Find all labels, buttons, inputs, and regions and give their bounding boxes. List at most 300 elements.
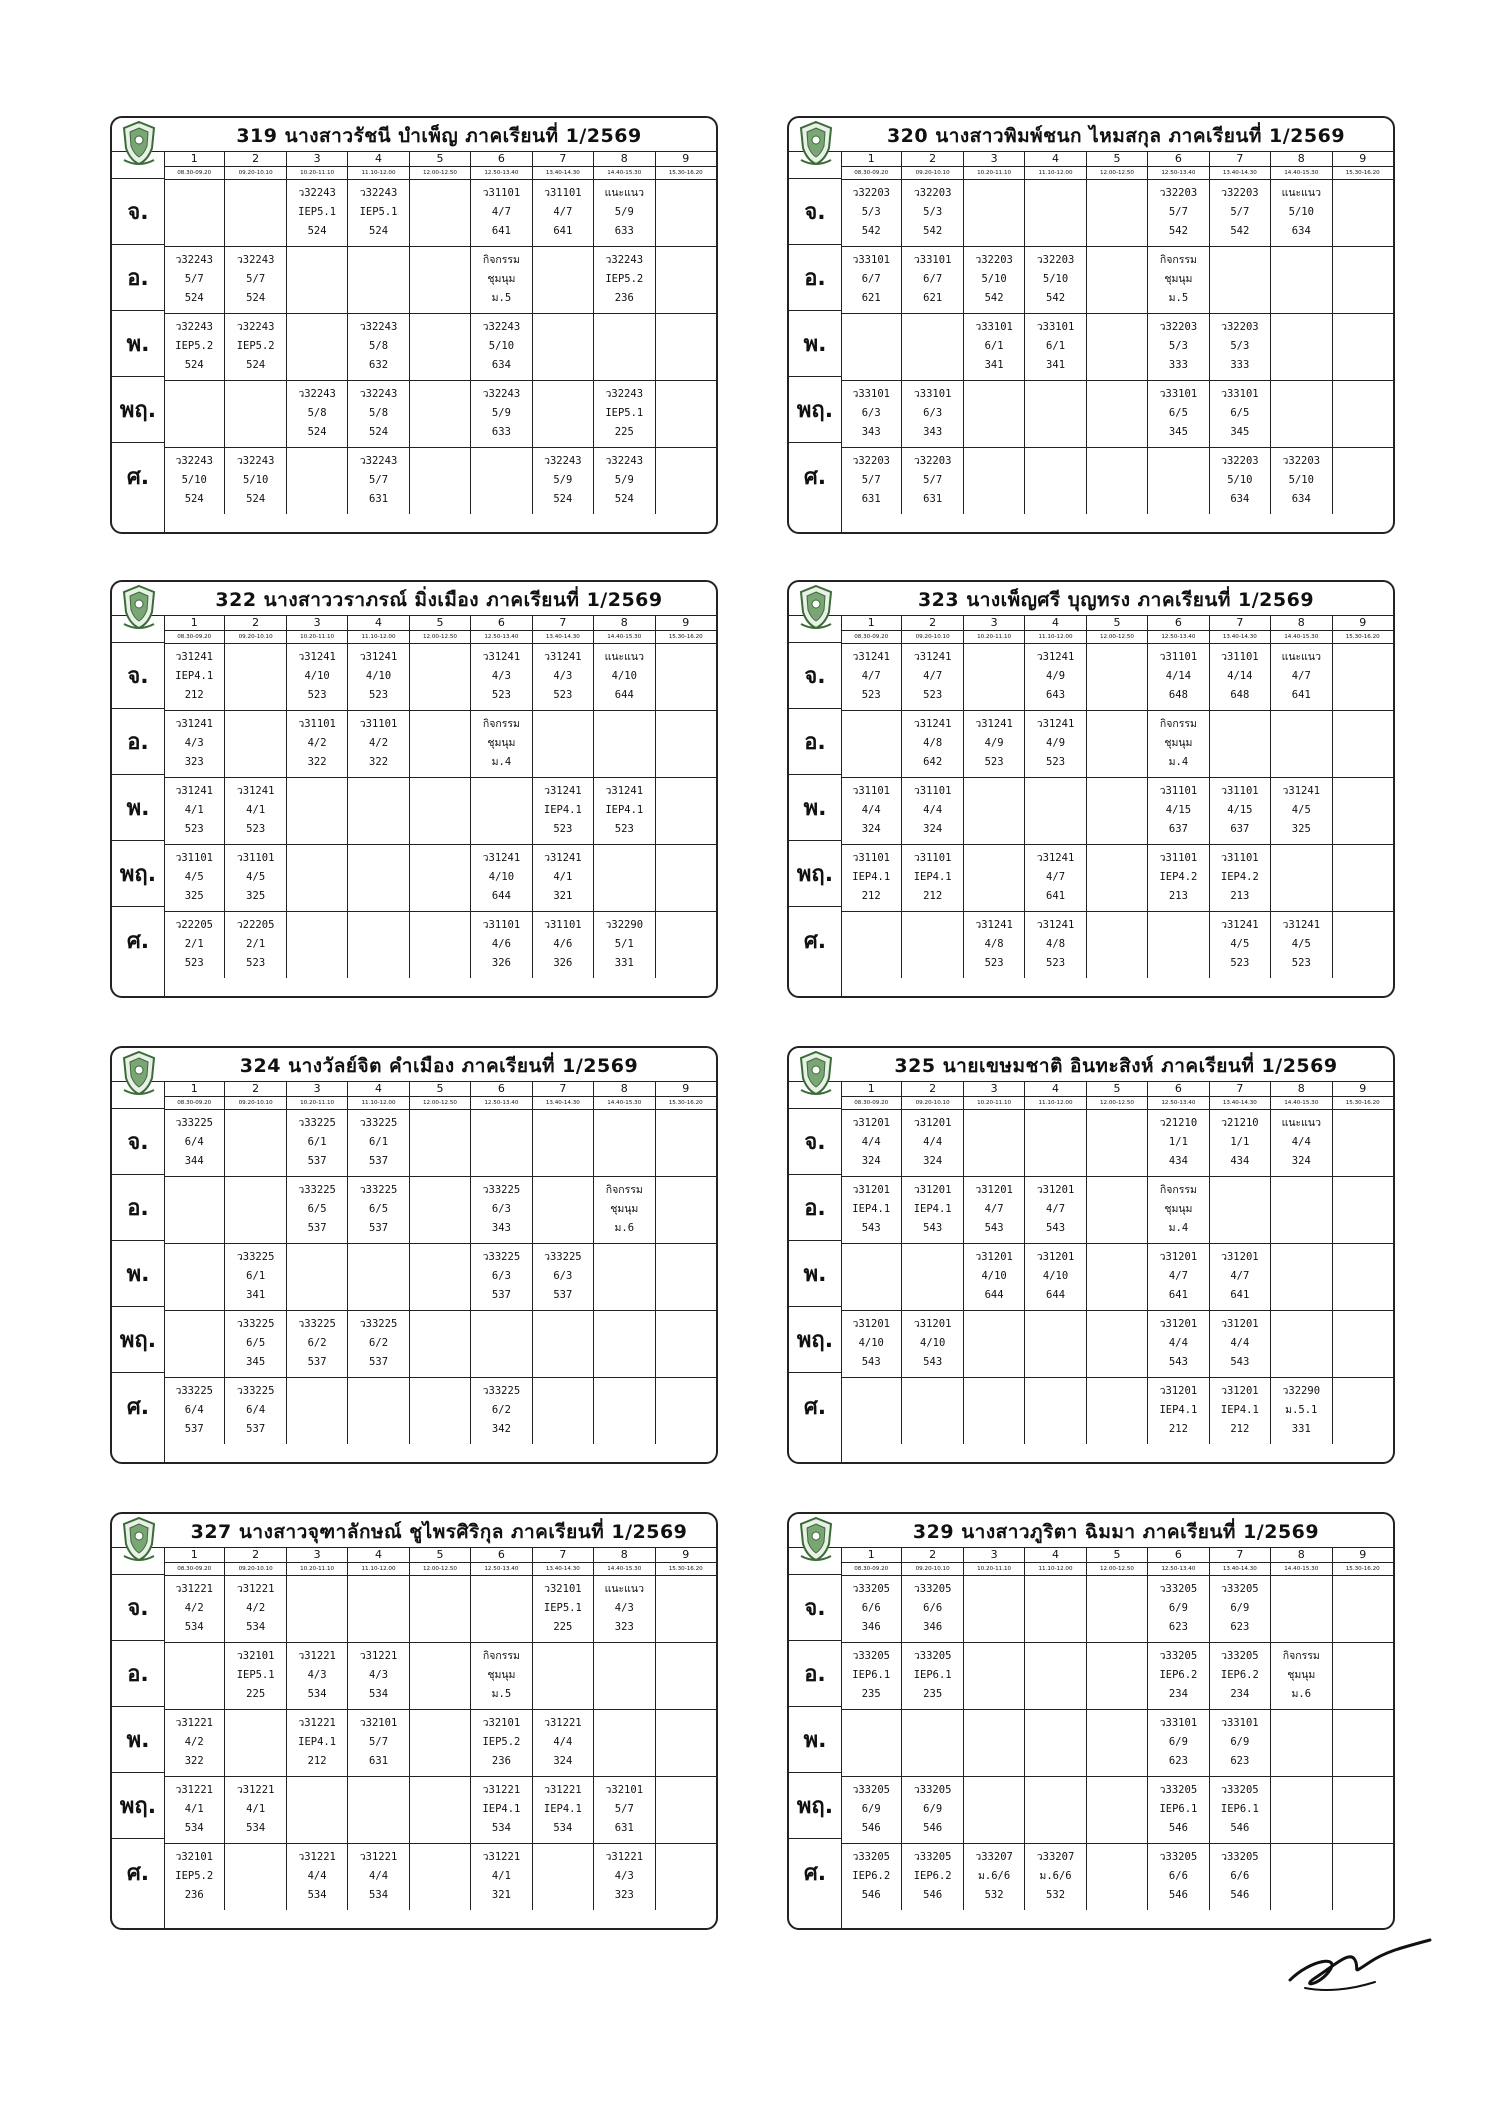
schedule-cell: ว33101 6/3 343 <box>902 381 963 447</box>
schedule-cell <box>902 1244 963 1310</box>
schedule-cell: ว31241 IEP4.1 523 <box>594 778 655 844</box>
schedule-cell: ว32243 5/10 524 <box>164 448 225 514</box>
schedule-cell: ว32243 IEP5.1 524 <box>287 180 348 246</box>
period-number: 5 <box>1087 615 1148 630</box>
time-header-row <box>164 1097 716 1110</box>
period-number: 8 <box>1271 151 1332 166</box>
period-number: 2 <box>225 615 286 630</box>
schedule-cell <box>1087 1311 1148 1377</box>
schedule-cell: ว31101 IEP4.1 212 <box>902 845 963 911</box>
period-time: 14.40-15.30 <box>1271 1097 1332 1109</box>
schedule-cell <box>1087 1244 1148 1310</box>
period-time: 08.30-09.20 <box>164 1097 225 1109</box>
period-number: 8 <box>594 1547 655 1562</box>
schedule-cell <box>1087 1710 1148 1776</box>
timetable-grid <box>841 1081 1393 1462</box>
period-number: 8 <box>594 151 655 166</box>
schedule-cell: ว31101 4/2 322 <box>287 711 348 777</box>
day-row <box>841 1244 1393 1311</box>
period-time: 08.30-09.20 <box>164 1563 225 1575</box>
schedule-cell: ว32290 ม.5.1 331 <box>1271 1378 1332 1444</box>
period-number: 5 <box>410 615 471 630</box>
schedule-cell: ว33205 IEP6.1 235 <box>841 1643 902 1709</box>
schedule-cell: ว32243 5/7 524 <box>225 247 286 313</box>
period-number: 4 <box>1025 1547 1086 1562</box>
schedule-cell: ว33101 6/1 341 <box>1025 314 1086 380</box>
schedule-cell <box>533 1177 594 1243</box>
schedule-cell <box>410 1110 471 1176</box>
schedule-cell <box>1087 247 1148 313</box>
schedule-cell <box>841 1710 902 1776</box>
schedule-cell <box>225 1844 286 1910</box>
schedule-card <box>787 580 1395 998</box>
day-row <box>164 1777 716 1844</box>
schedule-cell <box>471 778 532 844</box>
schedule-cell: ว31101 4/5 325 <box>225 845 286 911</box>
schedule-cell <box>1087 1643 1148 1709</box>
period-time: 12.00-12.50 <box>410 631 471 643</box>
period-number: 8 <box>1271 1547 1332 1562</box>
period-number: 5 <box>1087 1081 1148 1096</box>
schedule-cell: ว32243 IEP5.1 524 <box>348 180 409 246</box>
teacher-id: 324 <box>239 1055 281 1077</box>
day-label: พ. <box>789 1707 841 1773</box>
teacher-id: 319 <box>236 125 278 147</box>
schedule-cell: ว33205 6/6 346 <box>902 1576 963 1642</box>
period-time: 14.40-15.30 <box>1271 167 1332 179</box>
schedule-cell <box>1025 778 1086 844</box>
schedule-cell <box>471 1576 532 1642</box>
period-time: 12.00-12.50 <box>1087 167 1148 179</box>
day-row <box>164 845 716 912</box>
schedule-card <box>110 116 718 534</box>
schedule-cell <box>1271 1710 1332 1776</box>
teacher-id: 320 <box>886 125 929 147</box>
day-row <box>841 448 1393 514</box>
period-time: 14.40-15.30 <box>1271 1563 1332 1575</box>
schedule-cell <box>1025 1378 1086 1444</box>
schedule-cell <box>964 180 1025 246</box>
schedule-cell <box>1087 711 1148 777</box>
schedule-cell: ว33225 6/2 342 <box>471 1378 532 1444</box>
period-number: 4 <box>1025 151 1086 166</box>
period-time: 08.30-09.20 <box>841 167 902 179</box>
schedule-cell <box>841 711 902 777</box>
schedule-cell: ว32203 5/7 631 <box>841 448 902 514</box>
schedule-cell: ว31241 4/10 523 <box>348 644 409 710</box>
schedule-title <box>849 121 1383 151</box>
schedule-cell: ว33207 ม.6/6 532 <box>964 1844 1025 1910</box>
schedule-cell <box>1271 1177 1332 1243</box>
schedule-cell: ว32203 5/10 542 <box>1025 247 1086 313</box>
period-number: 9 <box>1359 1548 1367 1561</box>
schedule-card <box>787 1046 1395 1464</box>
period-time: 09.20-10.10 <box>902 1563 963 1575</box>
schedule-cell: ว31101 4/5 325 <box>164 845 225 911</box>
day-header-spacer <box>789 615 841 643</box>
day-row <box>841 1177 1393 1244</box>
period-time: 08.30-09.20 <box>841 631 902 643</box>
schedule-cell: ว33225 6/5 537 <box>348 1177 409 1243</box>
period-number: 8 <box>594 615 655 630</box>
period-number: 6 <box>1148 151 1209 166</box>
period-number: 3 <box>964 1547 1025 1562</box>
period-time: 14.40-15.30 <box>594 1563 655 1575</box>
day-label: อ. <box>789 245 841 311</box>
schedule-cell <box>1025 1710 1086 1776</box>
schedule-cell <box>410 644 471 710</box>
schedule-cell: ว31241 IEP4.1 212 <box>164 644 225 710</box>
schedule-cell: ว21210 1/1 434 <box>1148 1110 1209 1176</box>
period-number: 9 <box>682 1082 690 1095</box>
schedule-cell: ว32203 5/3 333 <box>1148 314 1209 380</box>
day-label: พฤ. <box>112 1773 164 1839</box>
timetable-grid <box>164 1081 716 1462</box>
day-label: พ. <box>789 311 841 377</box>
teacher-id: 327 <box>190 1521 232 1543</box>
schedule-cell: ว31241 4/1 523 <box>225 778 286 844</box>
time-header-row <box>841 167 1393 180</box>
schedule-cell <box>656 1378 716 1444</box>
schedule-cell <box>348 1244 409 1310</box>
period-number: 1 <box>164 615 225 630</box>
schedule-cell: ว31221 4/1 534 <box>225 1777 286 1843</box>
schedule-cell <box>533 1110 594 1176</box>
schedule-cell: ว33205 6/9 623 <box>1210 1576 1271 1642</box>
schedule-cell <box>533 1844 594 1910</box>
day-row <box>164 247 716 314</box>
day-header-spacer <box>789 1547 841 1575</box>
schedule-cell: ว32243 5/10 634 <box>471 314 532 380</box>
schedule-cell <box>902 1378 963 1444</box>
schedule-cell <box>410 180 471 246</box>
schedule-cell <box>410 448 471 514</box>
period-time: 13.40-14.30 <box>1210 1097 1271 1109</box>
period-number: 4 <box>1025 615 1086 630</box>
schedule-cell: กิจกรรม ชุมนุม ม.5 <box>471 247 532 313</box>
schedule-cell <box>656 644 716 710</box>
period-number: 7 <box>1210 1081 1271 1096</box>
schedule-cell: ว32203 5/10 634 <box>1210 448 1271 514</box>
day-row <box>841 247 1393 314</box>
period-time: 14.40-15.30 <box>594 1097 655 1109</box>
period-header-row <box>841 1081 1393 1097</box>
schedule-cell <box>164 180 225 246</box>
day-label: พ. <box>112 311 164 377</box>
schedule-cell <box>656 1244 716 1310</box>
day-label: พ. <box>789 1241 841 1307</box>
schedule-cell <box>287 448 348 514</box>
day-row <box>841 845 1393 912</box>
schedule-cell: ว33207 ม.6/6 532 <box>1025 1844 1086 1910</box>
period-time: 11.10-12.00 <box>1025 1563 1086 1575</box>
schedule-cell: ว32243 5/10 524 <box>225 448 286 514</box>
schedule-cell <box>287 778 348 844</box>
schedule-title <box>172 1517 706 1547</box>
schedule-cell <box>1333 1378 1393 1444</box>
schedule-cell: ว33225 6/3 537 <box>471 1244 532 1310</box>
schedule-cell <box>287 1244 348 1310</box>
schedule-cell <box>471 1311 532 1377</box>
day-label: พฤ. <box>789 841 841 907</box>
schedule-cell: ว32243 IEP5.2 524 <box>225 314 286 380</box>
schedule-cell: ว33101 6/5 345 <box>1210 381 1271 447</box>
schedule-cell <box>1087 778 1148 844</box>
schedule-cell <box>1210 247 1271 313</box>
schedule-cell <box>964 1378 1025 1444</box>
period-number: 4 <box>348 151 409 166</box>
day-row <box>164 912 716 978</box>
schedule-cell <box>164 1244 225 1310</box>
schedule-cell: ว32243 IEP5.1 225 <box>594 381 655 447</box>
schedule-cell <box>902 1710 963 1776</box>
schedule-cell: ว32203 5/7 542 <box>1148 180 1209 246</box>
schedule-cell <box>964 1710 1025 1776</box>
schedule-cell <box>1087 644 1148 710</box>
schedule-cell: ว31201 4/10 644 <box>1025 1244 1086 1310</box>
schedule-cell <box>1087 1576 1148 1642</box>
day-label: พฤ. <box>112 841 164 907</box>
period-time: 15.30-16.20 <box>1345 634 1380 640</box>
period-number: 5 <box>410 1081 471 1096</box>
period-number: 6 <box>1148 615 1209 630</box>
period-number: 7 <box>533 615 594 630</box>
schedule-cell: ว31241 4/3 523 <box>533 644 594 710</box>
schedule-cell <box>841 1378 902 1444</box>
day-label: อ. <box>789 1641 841 1707</box>
schedule-cell: ว33225 6/2 537 <box>287 1311 348 1377</box>
schedule-cell <box>533 381 594 447</box>
period-number: 2 <box>225 1547 286 1562</box>
day-column <box>789 615 842 996</box>
day-row <box>841 711 1393 778</box>
period-time: 09.20-10.10 <box>902 1097 963 1109</box>
schedule-cell <box>410 1643 471 1709</box>
schedule-cell <box>1333 448 1393 514</box>
period-time: 09.20-10.10 <box>225 1097 286 1109</box>
schedule-cell: ว33205 6/9 546 <box>841 1777 902 1843</box>
schedule-cell: ว31241 4/3 323 <box>164 711 225 777</box>
schedule-cell: ว31241 IEP4.1 523 <box>533 778 594 844</box>
schedule-cell: ว33205 6/6 546 <box>1210 1844 1271 1910</box>
schedule-cell: ว31201 IEP4.1 212 <box>1148 1378 1209 1444</box>
schedule-cell: ว31221 4/1 321 <box>471 1844 532 1910</box>
schedule-cell <box>348 912 409 978</box>
schedule-cell: ว31101 4/4 324 <box>841 778 902 844</box>
schedule-cell <box>841 1244 902 1310</box>
schedule-cell: ว32243 5/7 631 <box>348 448 409 514</box>
period-time: 10.20-11.10 <box>964 167 1025 179</box>
period-time: 15.30-16.20 <box>1345 170 1380 176</box>
period-time: 08.30-09.20 <box>164 167 225 179</box>
schedule-cell <box>594 845 655 911</box>
schedule-cell: ว33205 IEP6.1 546 <box>1210 1777 1271 1843</box>
schedule-cell <box>841 912 902 978</box>
schedule-cell: ว31101 4/6 326 <box>533 912 594 978</box>
timetable-grid <box>164 1547 716 1928</box>
schedule-cell <box>225 1177 286 1243</box>
schedule-cell: ว33205 6/6 346 <box>841 1576 902 1642</box>
day-row <box>164 1710 716 1777</box>
period-time: 11.10-12.00 <box>348 1563 409 1575</box>
day-label: อ. <box>112 1641 164 1707</box>
schedule-cell <box>287 1576 348 1642</box>
schedule-cell: ว33205 IEP6.2 234 <box>1148 1643 1209 1709</box>
schedule-cell <box>1271 1244 1332 1310</box>
schedule-cell: ว33225 6/2 537 <box>348 1311 409 1377</box>
day-column <box>112 1547 165 1928</box>
period-time: 12.50-13.40 <box>1148 1563 1209 1575</box>
day-label: พฤ. <box>789 1773 841 1839</box>
day-label: พฤ. <box>112 1307 164 1373</box>
schedule-cell <box>410 778 471 844</box>
schedule-cell <box>1087 1844 1148 1910</box>
schedule-cell: ว31241 4/7 523 <box>841 644 902 710</box>
period-time: 09.20-10.10 <box>225 631 286 643</box>
time-header-row <box>164 1563 716 1576</box>
day-row <box>841 1110 1393 1177</box>
period-time: 13.40-14.30 <box>533 1097 594 1109</box>
semester-label: ภาคเรียนที่ 1/2569 <box>1142 1521 1320 1543</box>
period-number: 4 <box>348 1081 409 1096</box>
day-row <box>164 1110 716 1177</box>
schedule-cell <box>348 247 409 313</box>
period-number: 1 <box>841 1547 902 1562</box>
period-number: 7 <box>533 151 594 166</box>
schedule-cell: ว31101 4/2 322 <box>348 711 409 777</box>
day-row <box>841 1643 1393 1710</box>
day-column <box>112 1081 165 1462</box>
schedule-cell: ว33225 6/3 343 <box>471 1177 532 1243</box>
period-time: 08.30-09.20 <box>841 1097 902 1109</box>
schedule-cell: ว31201 4/10 543 <box>902 1311 963 1377</box>
schedule-cell: ว33225 6/5 345 <box>225 1311 286 1377</box>
period-time: 11.10-12.00 <box>348 631 409 643</box>
schedule-cell: ว31201 4/4 324 <box>902 1110 963 1176</box>
schedule-cell: ว31201 4/4 543 <box>1210 1311 1271 1377</box>
semester-label: ภาคเรียนที่ 1/2569 <box>510 1521 688 1543</box>
period-number: 4 <box>348 615 409 630</box>
schedule-cell: ว31241 4/10 644 <box>471 845 532 911</box>
schedule-card <box>787 1512 1395 1930</box>
schedule-cell: ว31101 4/15 637 <box>1210 778 1271 844</box>
schedule-cell <box>964 778 1025 844</box>
schedule-cell: ว33225 6/1 341 <box>225 1244 286 1310</box>
day-row <box>841 1576 1393 1643</box>
schedule-cell: ว31101 4/6 326 <box>471 912 532 978</box>
schedule-cell: ว31241 4/9 523 <box>964 711 1025 777</box>
schedule-cell <box>964 381 1025 447</box>
day-label: พ. <box>112 775 164 841</box>
schedule-cell: ว31201 IEP4.1 212 <box>1210 1378 1271 1444</box>
day-label: จ. <box>789 179 841 245</box>
schedule-cell: ว31101 4/7 641 <box>533 180 594 246</box>
schedule-cell <box>410 711 471 777</box>
schedule-cell: ว31221 IEP4.1 534 <box>533 1777 594 1843</box>
schedule-cell <box>287 1777 348 1843</box>
schedule-cell: กิจกรรม ชุมนุม ม.5 <box>471 1643 532 1709</box>
day-label: ศ. <box>803 1860 827 1886</box>
schedule-cell <box>1025 180 1086 246</box>
schedule-cell: แนะแนว 5/10 634 <box>1271 180 1332 246</box>
schedule-cell <box>1271 1576 1332 1642</box>
schedule-cell <box>1087 1110 1148 1176</box>
schedule-cell <box>1210 1177 1271 1243</box>
day-header-spacer <box>112 1081 164 1109</box>
schedule-cell <box>348 1576 409 1642</box>
day-column <box>112 151 165 532</box>
schedule-cell <box>656 1643 716 1709</box>
schedule-cell: ว31241 4/5 523 <box>1210 912 1271 978</box>
schedule-cell <box>1333 180 1393 246</box>
day-label: จ. <box>112 1575 164 1641</box>
schedule-cell: ว31201 4/4 324 <box>841 1110 902 1176</box>
period-time: 15.30-16.20 <box>1345 1100 1380 1106</box>
period-time: 11.10-12.00 <box>1025 631 1086 643</box>
schedule-cell: ว31221 IEP4.1 534 <box>471 1777 532 1843</box>
schedule-cell: ว31241 4/9 643 <box>1025 644 1086 710</box>
teacher-name: นางสาววราภรณ์ มิ่งเมือง <box>263 589 480 611</box>
schedule-cell <box>1333 1576 1393 1642</box>
schedule-cell <box>902 912 963 978</box>
schedule-cell: ว31241 4/3 523 <box>471 644 532 710</box>
schedule-cell: ว32243 5/9 633 <box>471 381 532 447</box>
day-row <box>841 1311 1393 1378</box>
schedule-cell <box>287 912 348 978</box>
period-number: 4 <box>348 1547 409 1562</box>
schedule-cell <box>1025 1110 1086 1176</box>
period-number: 2 <box>902 1547 963 1562</box>
schedule-cell: ว31201 4/7 641 <box>1148 1244 1209 1310</box>
schedule-cell <box>225 711 286 777</box>
schedule-cell: แนะแนว 4/3 323 <box>594 1576 655 1642</box>
period-number: 6 <box>471 151 532 166</box>
period-number: 1 <box>841 615 902 630</box>
period-number: 7 <box>533 1081 594 1096</box>
schedule-cell: ว31221 4/3 534 <box>348 1643 409 1709</box>
day-row <box>164 381 716 448</box>
schedule-cell <box>1087 1177 1148 1243</box>
schedule-cell <box>533 247 594 313</box>
schedule-cell <box>1087 1777 1148 1843</box>
schedule-cell <box>902 314 963 380</box>
schedule-cell <box>1333 644 1393 710</box>
schedule-cell <box>1087 314 1148 380</box>
schedule-cell <box>594 1244 655 1310</box>
day-label: จ. <box>112 179 164 245</box>
schedule-cell: ว32101 5/7 631 <box>348 1710 409 1776</box>
period-number: 5 <box>410 151 471 166</box>
day-row <box>841 381 1393 448</box>
period-number: 2 <box>225 151 286 166</box>
period-time: 14.40-15.30 <box>1271 631 1332 643</box>
schedule-cell: ว32203 5/3 542 <box>841 180 902 246</box>
schedule-cell <box>1333 1777 1393 1843</box>
schedule-card <box>110 1046 718 1464</box>
schedule-cell <box>656 247 716 313</box>
period-time: 11.10-12.00 <box>1025 1097 1086 1109</box>
schedule-cell: ว31201 4/10 644 <box>964 1244 1025 1310</box>
period-number: 5 <box>410 1547 471 1562</box>
schedule-cell <box>1271 314 1332 380</box>
schedule-cell: ว33101 6/1 341 <box>964 314 1025 380</box>
schedule-cell <box>656 711 716 777</box>
day-label: ศ. <box>126 928 150 954</box>
schedule-cell: ว31241 4/8 642 <box>902 711 963 777</box>
schedule-cell <box>1087 381 1148 447</box>
period-time: 12.00-12.50 <box>410 1097 471 1109</box>
schedule-cell <box>656 1177 716 1243</box>
